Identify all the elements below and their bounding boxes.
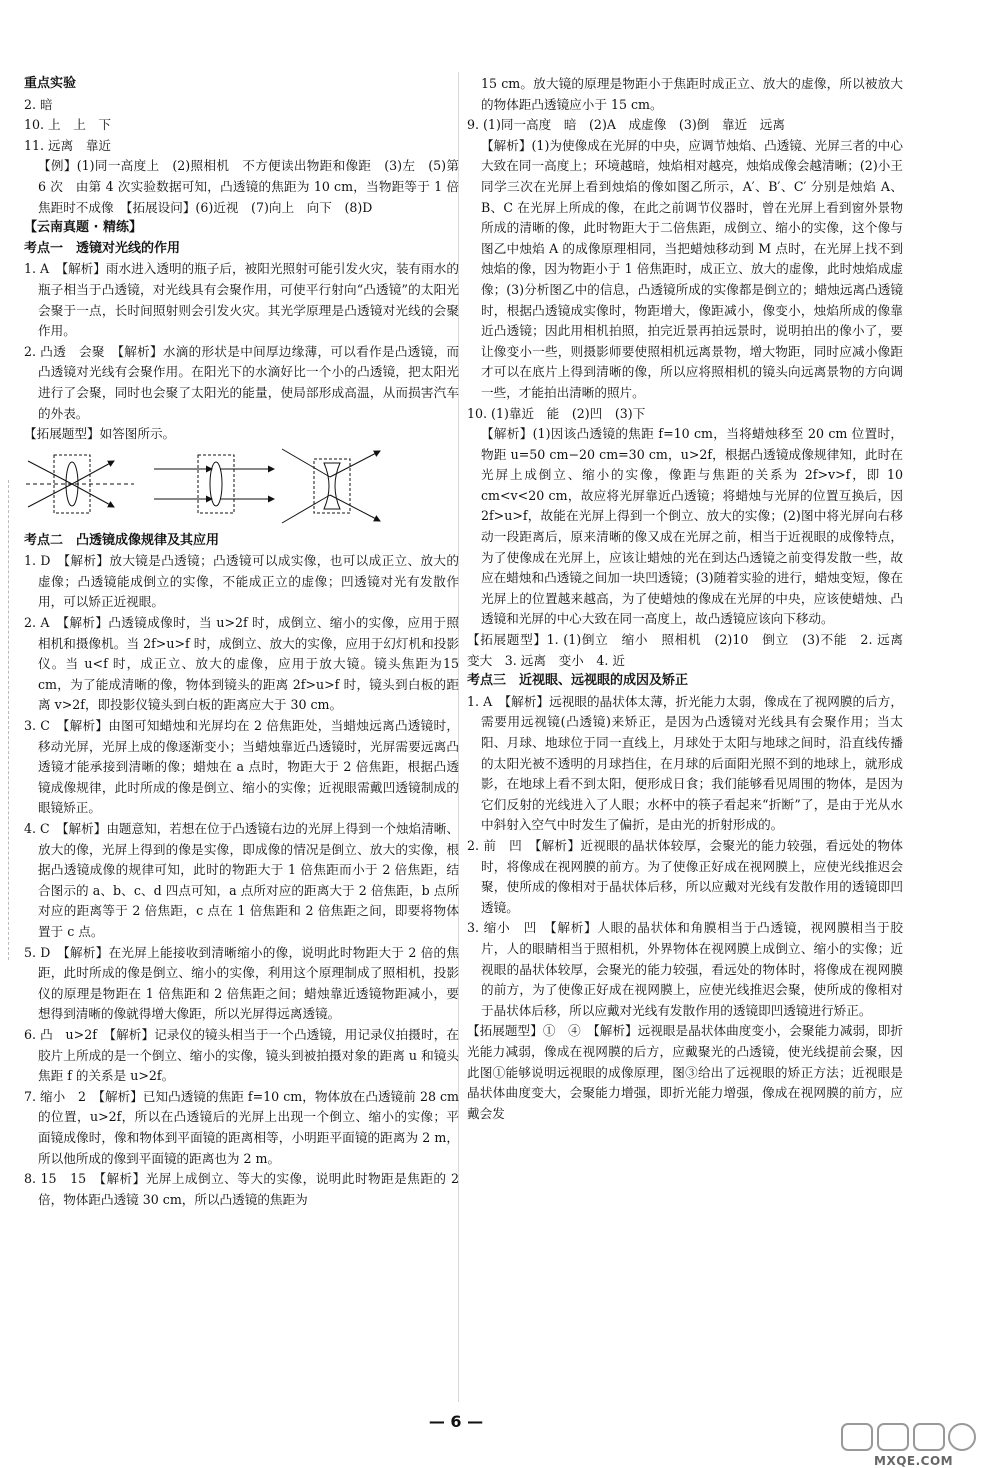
t2-answer-2: 2. A 【解析】凸透镜成像时，当 u>2f 时，成倒立、缩小的实像，应用于照相机和摄像机。当 2f>u>f 时，成倒立、放大的实像，应用于幻灯机和投影仪。当 u<f 时，成正立、放大的虚像，应用于放大镜。镜头焦距为15 cm，为了能成清晰的像，物体到镜头的距离 2f>u>f 时，镜头到白板的距离 v>2f，即投影仪镜头到白板的距离应大于 30 cm。 bbox=[24, 615, 459, 713]
t2-answer-9-analysis: 【解析】(1)为使像成在光屏的中央，应调节烛焰、凸透镜、光屏三者的中心大致在同一高度上；环境越暗，烛焰相对越亮，烛焰成像会越清晰；(2)小王同学三次在光屏上看到烛焰的像如图乙所示，A′、B′、C′ 分别是烛焰 A、B、C 在光屏上所成的像，在此之前调节仪器时，曾在光屏上看到窗外景物所成的清晰的像，此时物距大于二倍焦距，成倒立、缩小的实像，这个像与图乙中烛焰 A 的成像原理相同，当把蜡烛移动到 M 点时，在光屏上找不到烛焰的像，因为物距小于 1 倍焦距时，成正立、放大的虚像，此时烛焰成虚像；(3)分析图乙中的信息，凸透镜所成的实像都是倒立的；蜡烛远离凸透镜时，根据凸透镜成实像时，物距增大，像距减小，像变小，烛焰所成的像靠近凸透镜；因此用相机拍照，拍完近景再拍远景时，说明拍出的像小了，要让像变小一些，则摄影师要使照相机远离景物，增大物距，同时应减小像距才可以在底片上得到清晰的像，所以应将照相机的镜头向远离景物的方向调一些，才能拍出清晰的照片。 bbox=[481, 137, 903, 400]
left-column bbox=[24, 74, 459, 1210]
topic-heading-2: 考点二 凸透镜成像规律及其应用 bbox=[24, 532, 220, 548]
t1-answer-2: 2. 凸透 会聚 【解析】水滴的形状是中间厚边缘薄，可以看作是凸透镜，而凸透镜对光线有会聚作用。在阳光下的水滴好比一个小的凸透镜，把太阳光进行了会聚，同时也会聚了太阳光的能量，使局部形成高温，从而损害汽车的外表。 bbox=[24, 343, 459, 421]
binding-margin-line bbox=[8, 480, 9, 960]
t2-answer-1: 1. D 【解析】放大镜是凸透镜；凸透镜可以成实像，也可以成正立、放大的虚像；凸透镜能成倒立的实像，不能成正立的虚像；凹透镜对光有发散作用，可以矫正近视眼。 bbox=[24, 553, 459, 610]
concave-lens-diagram bbox=[282, 449, 380, 523]
t2-answer-10: 10. (1)靠近 能 (2)凹 (3)下 bbox=[467, 405, 646, 421]
answer-11: 11. 远离 靠近 bbox=[24, 137, 112, 153]
watermark-text: MXQE.COM bbox=[874, 1454, 954, 1468]
t1-answer-1: 1. A 【解析】雨水进入透明的瓶子后，被阳光照射可能引发火灾，装有雨水的瓶子相当于凸透镜，对光线具有会聚作用，可使平行射向“凸透镜”的太阳光会聚于一点，长时间照射则会引发火灾。其光学原理是凸透镜对光线的会聚作用。 bbox=[24, 261, 459, 339]
t1-extension: 【拓展题型】如答图所示。 bbox=[24, 426, 176, 442]
t2-extension: 【拓展题型】1. (1)倒立 缩小 照相机 (2)10 倒立 (3)不能 2. 远离 变大 3. 远离 变小 4. 近 bbox=[467, 632, 916, 668]
site-watermark bbox=[838, 1418, 988, 1466]
t2-answer-7: 7. 缩小 2 【解析】已知凸透镜的焦距 f=10 cm，物体放在凸透镜前 28 cm 的位置，u>2f，所以在凸透镜后的光屏上出现一个倒立、缩小的实像；平面镜成像时，像和物体到平面镜的距离相等，小明距平面镜的距离为 2 m，所以他所成的像到平面镜的距离也为 2 m。 bbox=[24, 1088, 459, 1166]
lens-diagram-svg bbox=[24, 447, 454, 527]
watermark-logo-icon bbox=[838, 1418, 988, 1454]
t3-answer-2: 2. 前 凹 【解析】近视眼的晶状体较厚，会聚光的能力较强，看远处的物体时，将像成在视网膜的前方。为了使像正好成在视网膜上，应使光线推迟会聚，使所成的像相对于晶状体后移，所以应戴对光线有发散作用的透镜即凹透镜。 bbox=[467, 837, 903, 915]
answer-10: 10. 上 上 下 bbox=[24, 117, 112, 133]
t2-answer-9: 9. (1)同一高度 暗 (2)A 成虚像 (3)倒 靠近 远离 bbox=[467, 117, 785, 133]
example-answer: 【例】(1)同一高度上 (2)照相机 不方便读出物距和像距 (3)左 (5)第 6 次 由第 4 次实验数据可知，凸透镜的焦距为 10 cm，当物距等于 1 倍焦距时不成像 【拓展设问】(6)近视 (7)向上 向下 (8)D bbox=[38, 158, 459, 215]
t2-answer-6: 6. 凸 u>2f 【解析】记录仪的镜头相当于一个凸透镜，用记录仪拍摄时，在胶片上所成的是一个倒立、缩小的实像，镜头到被拍摄对象的距离 u 和镜头焦距 f 的关系是 u>2f。 bbox=[24, 1026, 459, 1084]
section-heading-key-experiments: 重点实验 bbox=[24, 76, 77, 91]
lens-answer-diagrams bbox=[24, 447, 459, 527]
t3-extension: 【拓展题型】① ④ 【解析】远视眼是晶状体曲度变小，会聚能力减弱，即折光能力减弱，像成在视网膜的后方，应戴聚光的凸透镜，使光线提前会聚，因此图①能够说明远视眼的成像原理，图③给出了远视眼的矫正方法；近视眼是晶状体曲度变大，会聚能力增强，即折光能力增强，像成在视网膜的前方，应戴会发 bbox=[467, 1023, 903, 1121]
t2-answer-8-continued: 15 cm。放大镜的原理是物距小于焦距时成正立、放大的虚像，所以被放大的物体距凸透镜应小于 15 cm。 bbox=[481, 76, 903, 112]
convex-lens-diagram-1 bbox=[26, 455, 134, 513]
t3-answer-1: 1. A 【解析】远视眼的晶状体太薄，折光能力太弱，像成在了视网膜的后方，需要用远视镜(凸透镜)来矫正，是因为凸透镜对光线具有会聚作用；当太阳、月球、地球位于同一直线上，月球处于太阳与地球之间时，沿直线传播的太阳光被不透明的月球挡住，在月球的后面阳光照不到的地球上，就形成影，在地球上看不到太阳，便形成日食；我们能够看见周围的物体，是因为它们反射的光线进入了人眼；水杯中的筷子看起来“折断”了，是由于光从水中斜射入空气中时发生了偏折，是由光的折射形成的。 bbox=[467, 693, 903, 833]
t2-answer-3: 3. C 【解析】由图可知蜡烛和光屏均在 2 倍焦距处，当蜡烛远离凸透镜时，移动光屏，光屏上成的像逐渐变小；当蜡烛靠近凸透镜时，光屏需要远离凸透镜才能承接到清晰的像；蜡烛在 a 点时，物距大于 2 倍焦距，根据凸透镜成像规律，此时所成的像是倒立、缩小的实像；近视眼需戴凹透镜制成的眼镜矫正。 bbox=[24, 718, 459, 816]
t3-answer-3: 3. 缩小 凹 【解析】人眼的晶状体和角膜相当于凸透镜，视网膜相当于胶片，人的眼睛相当于照相机，外界物体在视网膜上成倒立、缩小的实像；近视眼的晶状体较厚，会聚光的能力较强，看远处的物体时，将像成在视网膜的前方，为了使像正好成在视网膜上，应使光线推迟会聚，使所成的像相对于晶状体后移，所以应戴对光线有发散作用的透镜即凹透镜进行矫正。 bbox=[467, 920, 903, 1018]
answer-2: 2. 暗 bbox=[24, 96, 53, 112]
page-number: — 6 — bbox=[428, 1412, 484, 1431]
topic-heading-1: 考点一 透镜对光线的作用 bbox=[24, 240, 181, 256]
t2-answer-5: 5. D 【解析】在光屏上能接收到清晰缩小的像，说明此时物距大于 2 倍的焦距，此时所成的像是倒立、缩小的实像，利用这个原理制成了照相机，投影仪的原理是物距在 1 倍焦距和 2 倍焦距之间；蜡烛靠近透镜物距减小，要想得到清晰的像就得增大像距，所以光屏得远离透镜。 bbox=[24, 944, 459, 1022]
topic-heading-3: 考点三 近视眼、远视眼的成因及矫正 bbox=[467, 673, 689, 689]
t2-answer-8: 8. 15 15 【解析】光屏上成倒立、等大的实像，说明此时物距是焦距的 2 倍，物体距凸透镜 30 cm，所以凸透镜的焦距为 bbox=[24, 1171, 459, 1207]
convex-lens-diagram-2 bbox=[154, 455, 274, 513]
t2-answer-10-analysis: 【解析】(1)因该凸透镜的焦距 f=10 cm，当将蜡烛移至 20 cm 位置时，物距 u=50 cm−20 cm=30 cm，u>2f，根据凸透镜成像规律知，此时在光屏上成倒立、缩小的实像，像距与焦距的关系为 2f>v>f，即 10 cm<v<20 cm，故应将光屏靠近凸透镜；将蜡烛与光屏的位置互换后，因 2f>u>f，故能在光屏上得到一个倒立、放大的实像；(2)图中将光屏向右移动一段距离后，原来清晰的像又成在光屏之前，相当于近视眼的成像特点，为了使像成在光屏上，应该让蜡烛的光在到达凸透镜之前变得发散一些，故应在蜡烛和凸透镜之间加一块凹透镜；(3)随着实验的进行，蜡烛变短，像在光屏上的位置越来越高，为了使蜡烛的像成在光屏的中央，应该使蜡烛、凸透镜和光屏的中心大致在同一高度上，故凸透镜应该向下移动。 bbox=[481, 426, 903, 627]
t2-answer-4: 4. C 【解析】由题意知，若想在位于凸透镜右边的光屏上得到一个烛焰清晰、放大的像，光屏上得到的像是实像，即成像的情况是倒立、放大的实像，根据凸透镜成像的规律可知，此时的物距大于 1 倍焦距而小于 2 倍焦距，结合图示的 a、b、c、d 四点可知，a 点所对应的距离大于 2 倍焦距，b 点所对应的距离等于 2 倍焦距，c 点在 1 倍焦距和 2 倍焦距之间，即要将物体置于 c 点。 bbox=[24, 821, 459, 939]
right-column bbox=[467, 74, 916, 1124]
section-heading-yunnan-exam: 【云南真题 · 精练】 bbox=[24, 220, 142, 236]
